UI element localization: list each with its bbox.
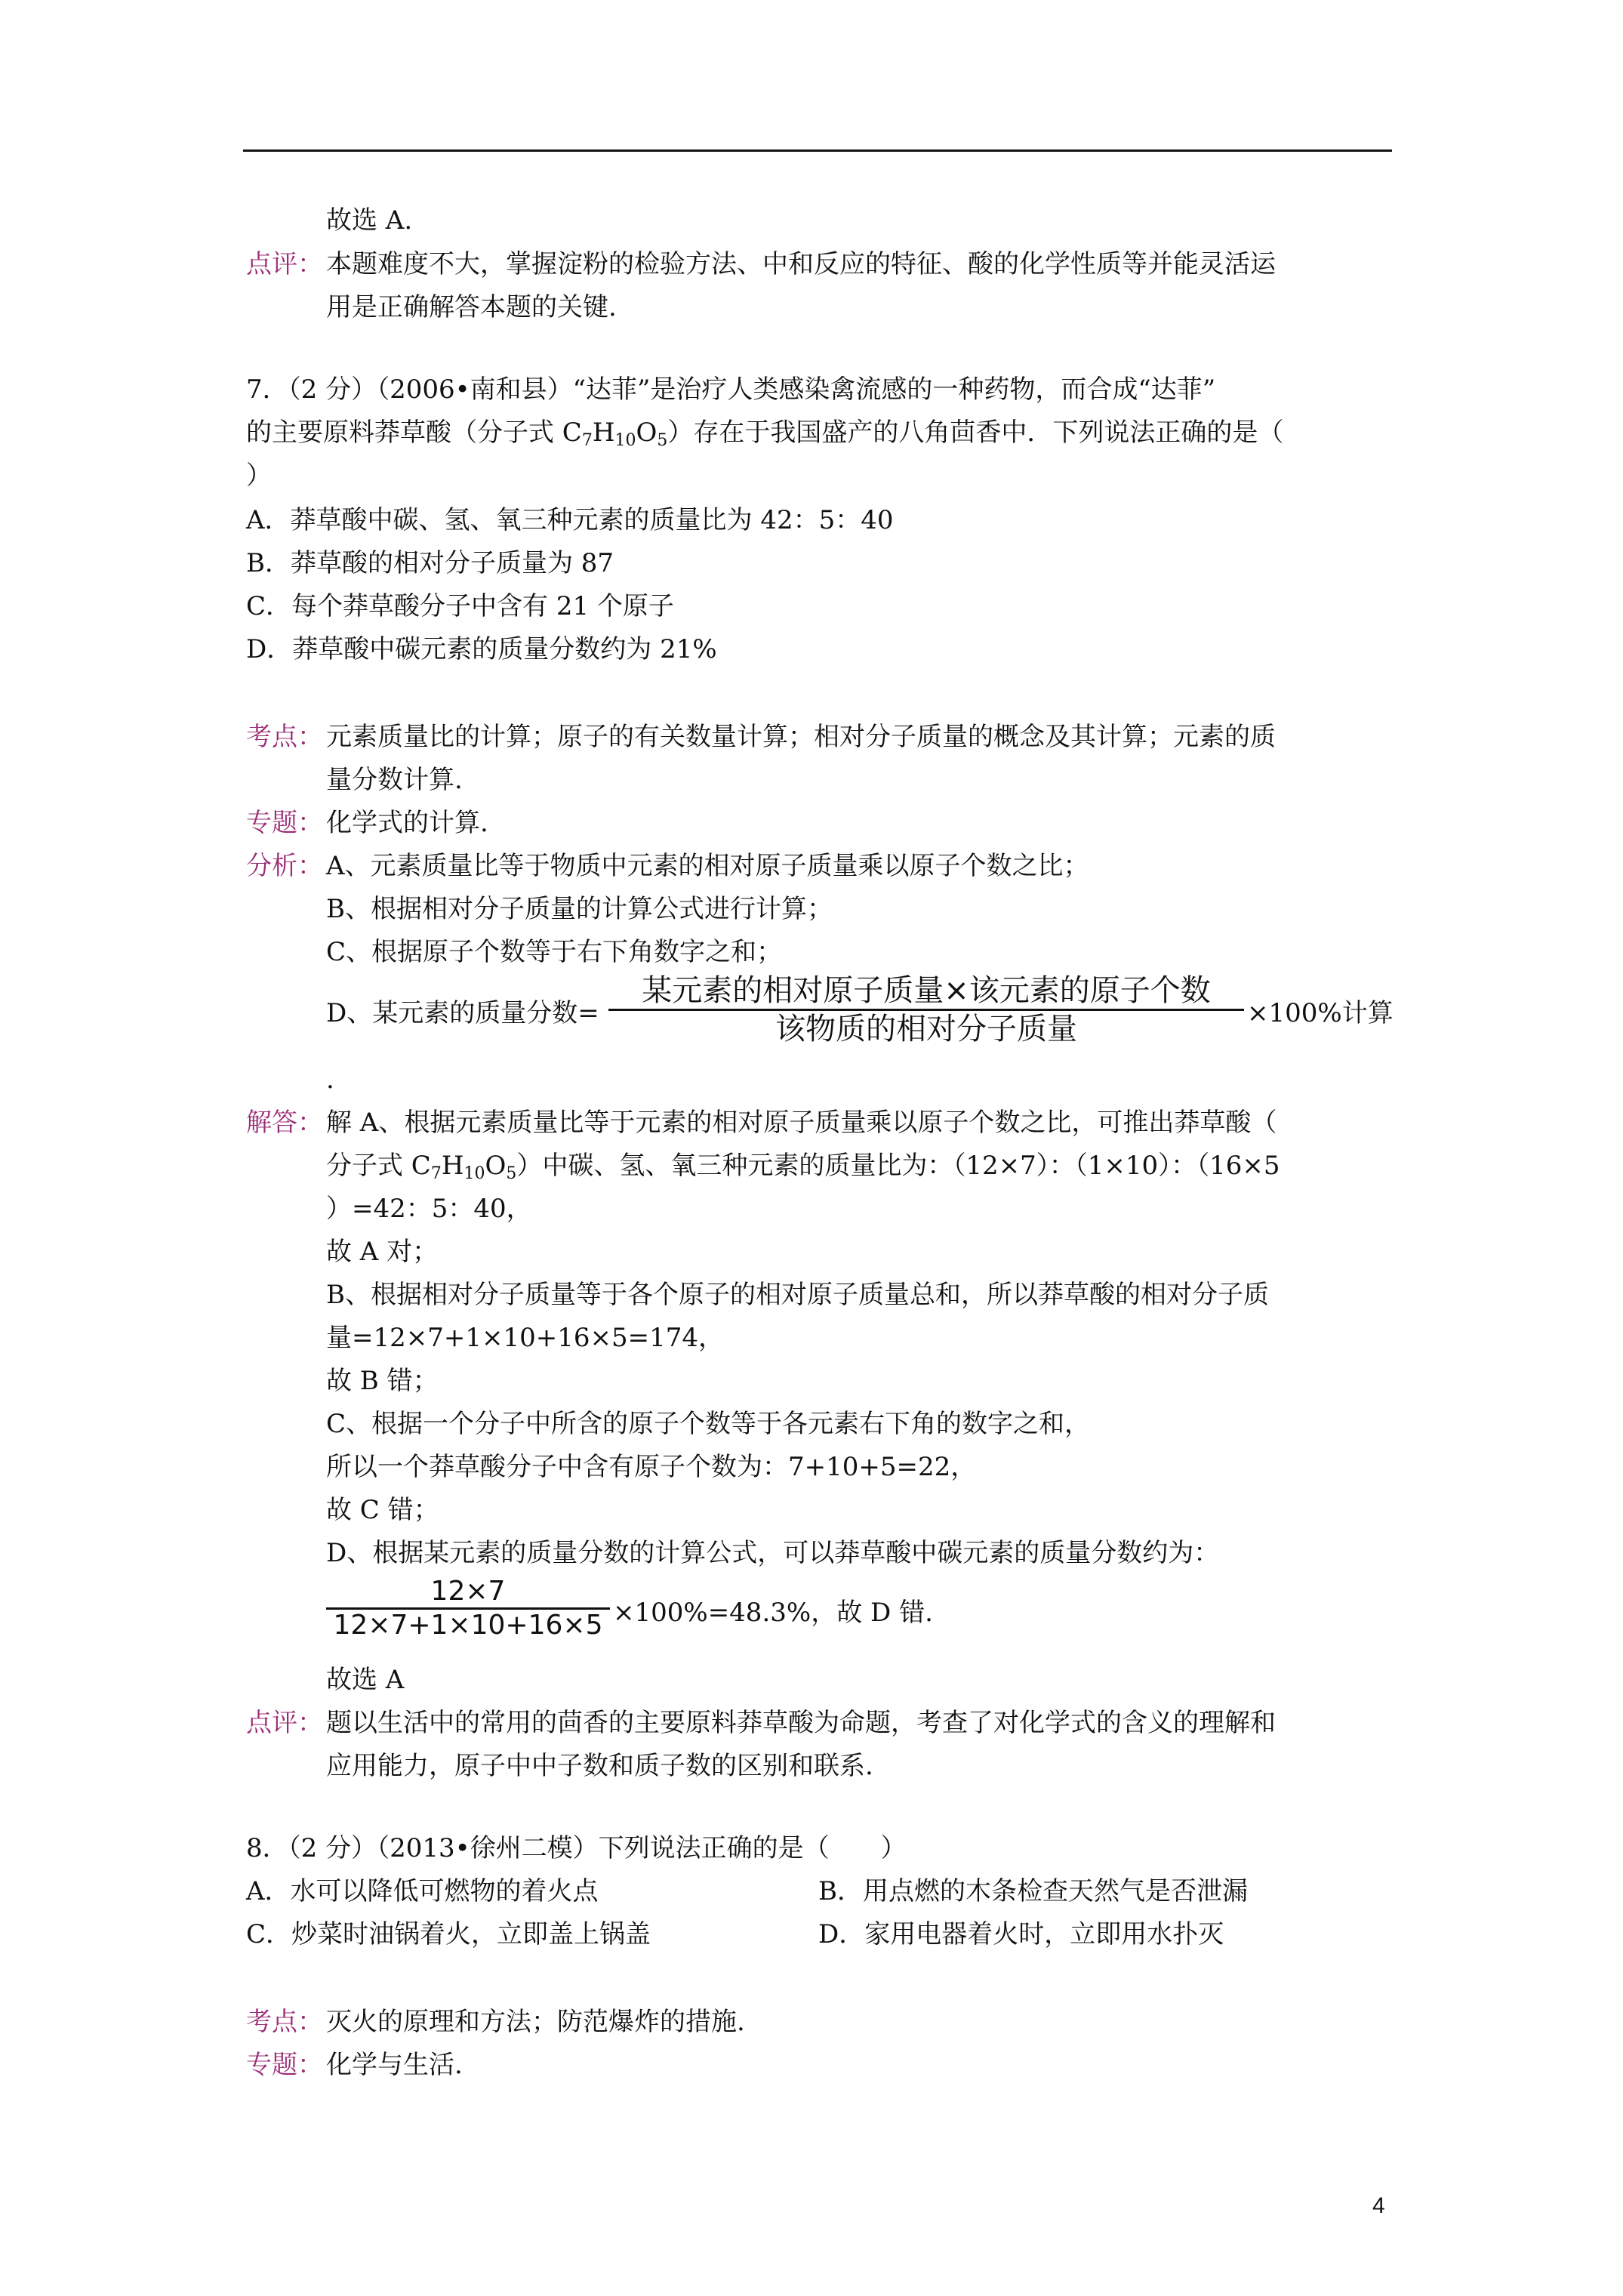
q7-jieda-line: D、根据某元素的质量分数的计算公式，可以莽草酸中碳元素的质量分数约为： bbox=[326, 1538, 1220, 1568]
q7-stem-line: ） bbox=[246, 461, 272, 491]
q7-jieda-line: 解 A、根据元素质量比等于元素的相对原子质量乘以原子个数之比，可推出莽草酸（ bbox=[326, 1108, 1277, 1138]
q7-jieda-line: 故 A 对； bbox=[326, 1237, 439, 1267]
q7-jieda-line: 分子式 $C_7H_{10}O_5$）中碳、氢、氧三种元素的质量比为：（12×7）：（1×10）：（16×5 bbox=[326, 1151, 1280, 1183]
q8-zhuanti-label: 专题： bbox=[246, 2050, 323, 2080]
q7-option-a: A．莽草酸中碳、氢、氧三种元素的质量比为 42：5：40 bbox=[246, 505, 894, 535]
q7-jieda-line: 所以一个莽草酸分子中含有原子个数为：7+10+5=22， bbox=[326, 1452, 977, 1482]
q8-stem-line: 8．（2 分）（2013•徐州二模）下列说法正确的是（ ） bbox=[246, 1833, 907, 1863]
prev-comment-line: 本题难度不大，掌握淀粉的检验方法、中和反应的特征、酸的化学性质等并能灵活运 bbox=[326, 249, 1276, 279]
q7-kaodian-line: 元素质量比的计算；原子的有关数量计算；相对分子质量的概念及其计算；元素的质 bbox=[326, 722, 1276, 752]
q7-fenxi-label: 分析： bbox=[246, 851, 323, 881]
q7-zhuanti: 化学式的计算. bbox=[326, 808, 488, 838]
prev-conclusion: 故选 A. bbox=[326, 205, 413, 236]
q7-dianping-line: 应用能力，原子中中子数和质子数的区别和联系. bbox=[326, 1751, 873, 1781]
formula-denominator: 该物质的相对分子质量 bbox=[775, 1012, 1077, 1046]
header-rule bbox=[243, 149, 1392, 152]
page-number: 4 bbox=[1372, 2193, 1385, 2218]
formula-numerator: 12×7 bbox=[430, 1576, 506, 1607]
q8-zhuanti: 化学与生活. bbox=[326, 2050, 463, 2080]
q8-option-b: B．用点燃的木条检查天然气是否泄漏 bbox=[818, 1876, 1248, 1906]
mass-fraction-formula bbox=[608, 972, 1244, 1047]
q7-kaodian-line: 量分数计算. bbox=[326, 765, 463, 795]
q7-kaodian-label: 考点： bbox=[246, 722, 323, 752]
q7-fenxi-d-end: . bbox=[326, 1065, 334, 1095]
q7-option-c: C．每个莽草酸分子中含有 21 个原子 bbox=[246, 591, 674, 621]
q7-zhuanti-label: 专题： bbox=[246, 808, 323, 838]
q7-stem-line: 的主要原料莽草酸（分子式 $C_7H_{10}O_5$）存在于我国盛产的八角茴香中．下列说法正确的是（ bbox=[246, 418, 1284, 450]
q7-fenxi-line: A、元素质量比等于物质中元素的相对原子质量乘以原子个数之比； bbox=[326, 851, 1089, 881]
prev-comment-line: 用是正确解答本题的关键. bbox=[326, 292, 617, 322]
q7-option-b: B．莽草酸的相对分子质量为 87 bbox=[246, 548, 614, 578]
carbon-fraction-formula bbox=[326, 1576, 610, 1641]
q7-stem-line: 7．（2 分）（2006•南和县）“达菲”是治疗人类感染禽流感的一种药物，而合成“达菲” bbox=[246, 374, 1216, 405]
q8-option-d: D．家用电器着火时，立即用水扑灭 bbox=[818, 1919, 1224, 1949]
q7-jieda-line: B、根据相对分子质量等于各个原子的相对原子质量总和，所以莽草酸的相对分子质 bbox=[326, 1280, 1269, 1310]
q7-jieda-line: ）=42：5：40， bbox=[326, 1194, 532, 1224]
formula-denominator: 12×7+1×10+16×5 bbox=[333, 1610, 603, 1641]
q7-jieda-line: C、根据一个分子中所含的原子个数等于各元素右下角的数字之和， bbox=[326, 1409, 1091, 1439]
q8-kaodian-label: 考点： bbox=[246, 2007, 323, 2037]
q8-option-a: A．水可以降低可燃物的着火点 bbox=[246, 1876, 599, 1906]
q7-jieda-line: 故 C 错； bbox=[326, 1495, 439, 1525]
q8-kaodian: 灭火的原理和方法；防范爆炸的措施. bbox=[326, 2007, 745, 2037]
q7-fenxi-line: B、根据相对分子质量的计算公式进行计算； bbox=[326, 894, 833, 924]
formula-numerator: 某元素的相对原子质量×该元素的原子个数 bbox=[642, 973, 1211, 1008]
q7-fenxi-d-prefix: D、某元素的质量分数= bbox=[326, 998, 599, 1028]
q7-jieda-line: 量=12×7+1×10+16×5=174， bbox=[326, 1323, 724, 1353]
q7-jieda-line: 故 B 错； bbox=[326, 1366, 439, 1396]
q7-dianping-line: 题以生活中的常用的茴香的主要原料莽草酸为命题，考查了对化学式的含义的理解和 bbox=[326, 1708, 1276, 1738]
q7-fenxi-line: C、根据原子个数等于右下角数字之和； bbox=[326, 937, 783, 967]
q7-option-d: D．莽草酸中碳元素的质量分数约为 21% bbox=[246, 634, 717, 664]
q7-jieda-frac-suffix: ×100%=48.3%，故 D 错. bbox=[613, 1598, 933, 1628]
q8-option-c: C．炒菜时油锅着火，立即盖上锅盖 bbox=[246, 1919, 651, 1949]
q7-jieda-label: 解答： bbox=[246, 1108, 323, 1138]
q7-jieda-line: 故选 A bbox=[326, 1665, 405, 1695]
q7-fenxi-d-suffix: ×100%计算 bbox=[1247, 998, 1394, 1028]
q7-dianping-label: 点评： bbox=[246, 1708, 323, 1738]
prev-comment-label: 点评： bbox=[246, 249, 323, 279]
